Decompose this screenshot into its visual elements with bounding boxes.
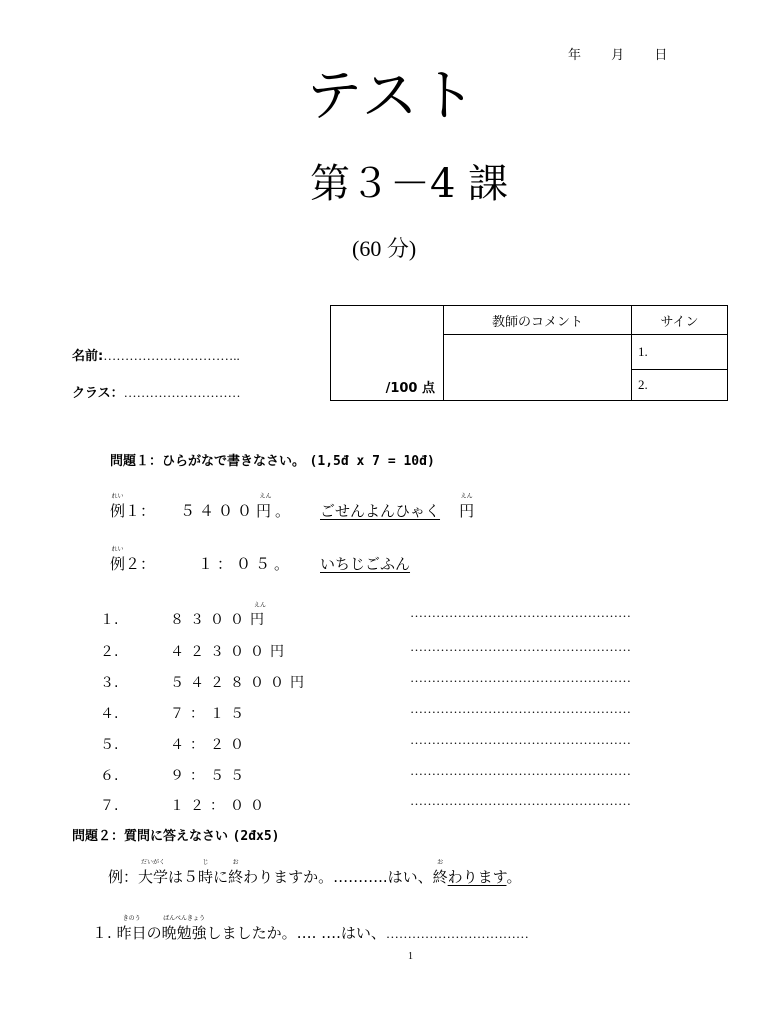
example1-label: れい 例	[110, 493, 126, 520]
example2-label: れい 例	[110, 546, 126, 573]
example1-answer-yen: えん 円	[459, 493, 475, 520]
comment-header: 教師のコメント	[444, 306, 632, 335]
item2-answer-line[interactable]: ……………………………………………	[410, 639, 631, 654]
item7-number: ７.	[100, 798, 119, 814]
page-number: 1	[408, 951, 413, 962]
question1-score: (1,5đ x 7 = 10đ)	[309, 454, 435, 469]
question2-item1: １. きのう 昨日の ばんべんきょう 晩勉強しましたか。…. ….はい、……………………………	[92, 915, 529, 942]
example1-question	[180, 493, 295, 521]
example2-label-rest: ２：	[125, 555, 156, 573]
question1-heading	[110, 450, 435, 469]
example2-time: １：０５。	[198, 555, 294, 573]
example2-answer	[320, 553, 410, 574]
points-cell[interactable]	[331, 306, 444, 401]
sign-cell-2[interactable]: 2.	[632, 370, 728, 401]
class-dots: ………………………	[123, 385, 241, 400]
item3-answer-line[interactable]: ……………………………………………	[410, 670, 631, 685]
item6-number: ６.	[100, 768, 119, 784]
question1-title: 問題１：ひらがなで書きなさい。	[110, 454, 306, 469]
item1-answer-line[interactable]: ……………………………………………	[410, 605, 631, 620]
item5-answer-line[interactable]: ……………………………………………	[410, 732, 631, 747]
item6-value: ９：５５	[170, 768, 250, 784]
item1-number: １.	[100, 612, 119, 628]
item1-value: ８３００ えん 円	[170, 602, 270, 628]
test-duration: (60 分)	[352, 236, 417, 261]
example1-yen: えん 円	[256, 493, 276, 520]
name-line[interactable]	[72, 345, 240, 364]
example1-end: 。	[275, 502, 295, 520]
item7-answer-line[interactable]: ……………………………………………	[410, 793, 631, 808]
question2-example: 例： だいがく 大学は５ じ 時に お 終わりますか。………..はい、 お 終わります。	[108, 859, 522, 886]
date-year: 年	[568, 48, 582, 63]
date-month: 月	[611, 48, 625, 63]
item4-answer-line[interactable]: ……………………………………………	[410, 701, 631, 716]
item3-value: ５４２８００円	[170, 675, 310, 691]
example1-answer	[320, 493, 475, 521]
item2-number: ２.	[100, 644, 119, 660]
question2-example-answer: お 終わります	[432, 859, 507, 886]
item5-value: ４：２０	[170, 737, 250, 753]
question2-title: 問題２：質問に答えなさい	[72, 829, 229, 844]
question2-score: (2đx5)	[232, 829, 280, 844]
example2-answer-text: いちじごふん	[320, 555, 411, 573]
item2-value: ４２３００円	[170, 644, 290, 660]
item3-number: ３.	[100, 675, 119, 691]
date-day: 日	[654, 48, 668, 63]
sign-cell-1[interactable]: 1.	[632, 335, 728, 370]
item7-value: １２：００	[170, 798, 270, 814]
item4-value: ７：１５	[170, 706, 250, 722]
sign-header: サイン	[632, 306, 728, 335]
lesson-title: 第３－4 課	[310, 161, 509, 207]
item4-number: ４.	[100, 706, 119, 722]
page-title: テスト	[306, 64, 478, 129]
class-label: クラス：	[72, 386, 124, 401]
item5-number: ５.	[100, 737, 119, 753]
name-label: 名前:	[72, 349, 104, 364]
question2-heading	[72, 825, 280, 844]
comment-cell[interactable]	[444, 335, 632, 401]
item6-answer-line[interactable]: ……………………………………………	[410, 763, 631, 778]
points-label: /100 点	[385, 381, 435, 396]
class-line[interactable]	[72, 382, 241, 401]
date-line	[568, 44, 667, 63]
example1-label-rest: １：	[125, 502, 156, 520]
name-dots: …………………………..	[103, 348, 240, 363]
question2-item1-answer-line[interactable]: ……………………………	[385, 926, 529, 941]
example1-answer-text: ごせんよんひゃく	[320, 502, 441, 520]
score-table	[330, 305, 728, 401]
example1	[110, 493, 156, 521]
example2	[110, 546, 156, 574]
example1-number: ５４００	[180, 502, 257, 520]
